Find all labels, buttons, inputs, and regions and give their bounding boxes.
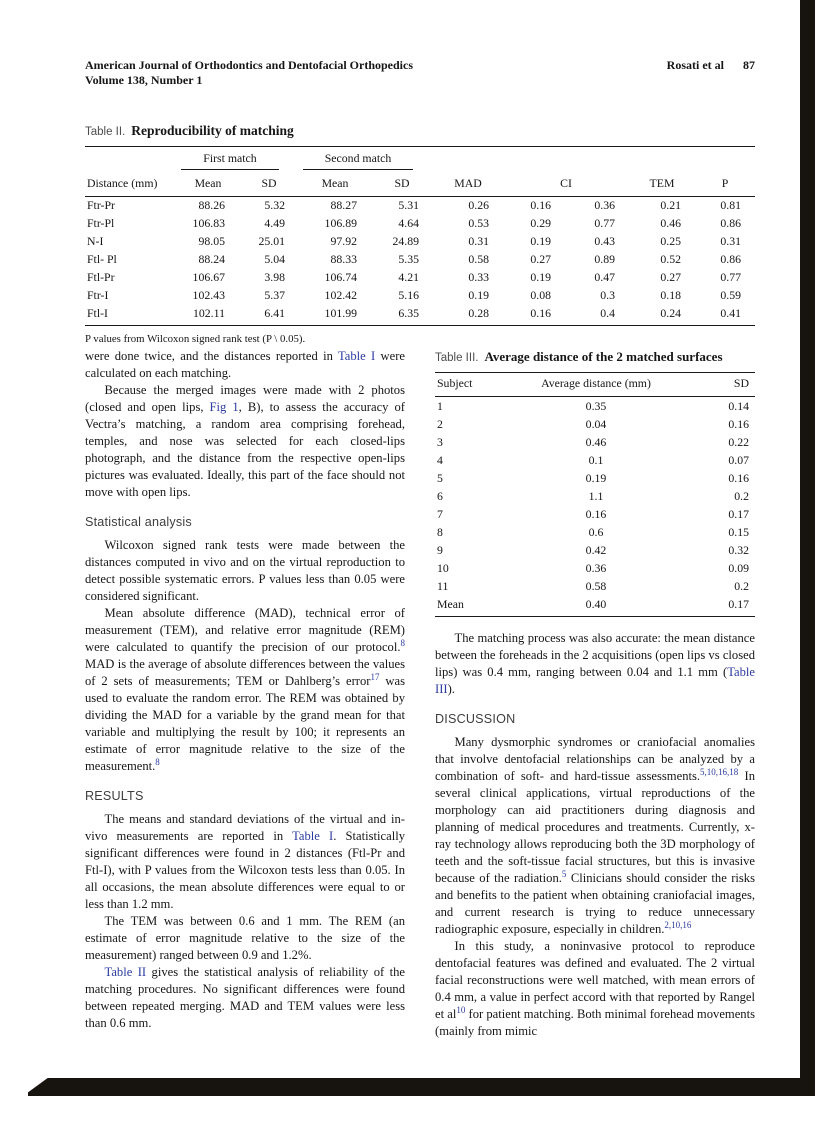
table-cell-subject: 5 <box>437 470 443 485</box>
table-cell: 106.89 <box>324 216 357 230</box>
table-cell: 88.33 <box>330 252 357 266</box>
table-row <box>435 451 755 469</box>
table-cell: 0.19 <box>530 234 551 248</box>
table-cell: 88.24 <box>198 252 225 266</box>
table-row <box>435 559 755 577</box>
text-run: , B), to assess the accuracy of Vectra’s matching, a random area comprising forehead, temples, and nose was selected for each closed-lips photograph, and the distance from the respective open-lips pictures was evaluated. Ideally, this part of the face should not move with open lips. <box>85 400 405 499</box>
table-cell: 0.77 <box>594 216 615 230</box>
text-run: Mean absolute difference (MAD), technical error of measurement (TEM), and relative error magnitude (REM) were calculated to quantify the precision of our protocol. <box>85 606 405 654</box>
table-cell-distance: N-I <box>87 234 104 248</box>
table-cell-subject: 10 <box>437 560 449 575</box>
table-cell: 0.04 <box>585 416 607 431</box>
reference-citation-link[interactable]: 2,10,16 <box>664 919 692 930</box>
running-authors: Rosati et al <box>666 58 724 72</box>
table-cell: 0.16 <box>728 416 749 431</box>
reference-citation-link[interactable]: 8 <box>155 756 160 767</box>
table-cell: 98.05 <box>198 234 225 248</box>
reference-citation-link[interactable]: 8 <box>400 637 405 648</box>
table-cell: 0.32 <box>728 542 749 557</box>
table-cell: 24.89 <box>392 234 419 248</box>
running-head-right <box>667 58 755 88</box>
table-cell: 0.86 <box>720 252 741 266</box>
group-second-match <box>299 147 433 172</box>
column-header-ci: CI <box>503 172 629 197</box>
column-header-sd: SD <box>685 373 755 397</box>
table-cell: 0.18 <box>660 288 681 302</box>
table-3-section <box>435 348 755 617</box>
table-row <box>435 505 755 523</box>
table-cell: 0.47 <box>594 270 615 284</box>
table-header-row <box>85 172 755 197</box>
column-header-average-distance: Average distance (mm) <box>507 373 685 397</box>
text-run: In this study, a noninvasive protocol to reproduce dentofacial features was defined and evaluated. The 2 virtual facial reconstructions were well matched, with mean errors of 0.4 mm, a value in perfect accord with that reported by Rangel et al <box>435 938 755 1021</box>
table-cell: 0.08 <box>530 288 551 302</box>
table-cell: 4.49 <box>264 216 285 230</box>
table-cell: 0.89 <box>594 252 615 266</box>
table-cell: 0.16 <box>585 506 607 521</box>
paragraph <box>85 913 405 964</box>
table-cell: 0.4 <box>600 306 615 320</box>
table-cell: 3.98 <box>264 270 285 284</box>
column-header-mean-second: Mean <box>299 172 371 197</box>
table-cell-distance: Ftr-I <box>87 288 109 302</box>
table-cell: 88.27 <box>330 198 357 212</box>
paragraph <box>85 811 405 913</box>
table-cell: 102.42 <box>324 288 357 302</box>
table-cell: 5.37 <box>264 288 285 302</box>
table-cell: 0.3 <box>600 288 615 302</box>
section-heading-results: RESULTS <box>85 789 144 803</box>
table-row <box>435 541 755 559</box>
journal-identification <box>85 58 413 88</box>
table-cell: 0.52 <box>660 252 681 266</box>
column-header-sd-second: SD <box>371 172 433 197</box>
table-cell: 0.81 <box>720 198 741 212</box>
table-cell: 0.86 <box>720 216 741 230</box>
table-cell: 0.16 <box>530 306 551 320</box>
table-2-title: Reproducibility of matching <box>131 123 294 138</box>
table-cell: 0.16 <box>530 198 551 212</box>
table-cell: 0.14 <box>728 398 749 413</box>
table-2-section <box>85 122 755 345</box>
reference-citation-link[interactable]: 17 <box>370 671 380 682</box>
table-cell-subject: 1 <box>437 398 443 413</box>
table-cell: 25.01 <box>258 234 285 248</box>
table-cell-subject: 9 <box>437 542 443 557</box>
table-row <box>435 415 755 433</box>
table-cell: 106.74 <box>324 270 357 284</box>
journal-title: American Journal of Orthodontics and Dentofacial Orthopedics <box>85 58 413 72</box>
table-3 <box>435 372 755 617</box>
cross-reference-link[interactable]: Table II <box>104 965 147 979</box>
table-cell: 0.58 <box>468 252 489 266</box>
cross-reference-link[interactable]: Table III <box>435 664 755 696</box>
reference-citation-link[interactable]: 5 <box>561 868 567 879</box>
table-cell: 0.22 <box>728 434 749 449</box>
paragraph <box>435 630 755 698</box>
table-2 <box>85 146 755 326</box>
table-cell-subject: 7 <box>437 506 443 521</box>
table-cell: 5.04 <box>264 252 285 266</box>
table-cell-distance: Ftr-Pr <box>87 198 115 212</box>
group-label-second-match: Second match <box>303 151 413 170</box>
table-cell: 0.58 <box>585 578 607 593</box>
table-cell: 4.64 <box>398 216 419 230</box>
text-run: MAD is the average of absolute differences between the values of 2 sets of measurements; TEM or Dahlberg’s error <box>85 657 405 688</box>
table-cell: 0.19 <box>468 288 489 302</box>
table-cell-subject: 3 <box>437 434 443 449</box>
table-cell: 0.24 <box>660 306 681 320</box>
table-cell-distance: Ftl- Pl <box>87 252 117 266</box>
table-cell: 0.07 <box>728 452 749 467</box>
table-cell: 6.41 <box>264 306 285 320</box>
table-row <box>85 215 755 233</box>
paragraph <box>85 964 405 1032</box>
page-header <box>85 58 755 88</box>
table-cell: 102.43 <box>192 288 225 302</box>
table-cell: 0.31 <box>720 234 741 248</box>
table-row <box>85 196 755 215</box>
column-header-mad: MAD <box>433 172 503 197</box>
table-row <box>85 233 755 251</box>
text-run: . Statistically significant differences were found in 2 distances (Ftl-Pr and Ftl-I), with P values from the Wilcoxon tests less than 0.05. In all occasions, the mean absolute differences were equal to or less than 1.2 mm. <box>85 829 405 911</box>
column-header-sd-first: SD <box>239 172 299 197</box>
cross-reference-link[interactable]: Table I <box>337 349 376 363</box>
table-row <box>85 251 755 269</box>
table-2-caption <box>85 122 755 140</box>
column-header-subject: Subject <box>435 373 507 397</box>
text-run: were calculated on each matching. <box>85 349 405 380</box>
table-cell-subject: 8 <box>437 524 443 539</box>
column-header-mean-first: Mean <box>177 172 239 197</box>
table-cell: 0.31 <box>468 234 489 248</box>
column-header-tem: TEM <box>629 172 695 197</box>
table-cell-subject: 2 <box>437 416 443 431</box>
table-row <box>85 305 755 326</box>
paragraph <box>435 734 755 938</box>
table-3-caption <box>435 348 755 366</box>
table-cell: 0.59 <box>720 288 741 302</box>
table-cell: 0.2 <box>734 578 749 593</box>
text-run: In several clinical applications, virtual reproductions of the morphology can aid practitioners during diagnosis and planning of medical procedures and treatments. Currently, x-ray technology allows reproducing both the 3D morphology of teeth and the soft-tissue facial structures, but this is invasive because of the radiation. <box>435 768 755 885</box>
table-3-title: Average distance of the 2 matched surfaces <box>484 349 723 364</box>
table-cell: 1.1 <box>588 488 604 503</box>
table-cell: 0.36 <box>585 560 607 575</box>
table-cell: 0.27 <box>530 252 551 266</box>
table-cell: 0.28 <box>468 306 489 320</box>
right-column <box>435 348 755 1040</box>
table-cell: 0.17 <box>728 506 749 521</box>
text-run: Wilcoxon signed rank tests were made between the distances computed in vivo and on the virtual reproduction to detect possible systematic errors. P values less than 0.05 were considered significant. <box>85 538 405 603</box>
text-run: were done twice, and the distances reported in <box>85 349 338 363</box>
table-cell-subject: 6 <box>437 488 443 503</box>
table-cell: 0.27 <box>660 270 681 284</box>
table-cell-subject: 4 <box>437 452 443 467</box>
table-cell: 0.25 <box>660 234 681 248</box>
table-cell-distance: Ftl-Pr <box>87 270 115 284</box>
table-cell: 0.09 <box>728 560 749 575</box>
table-cell: 0.77 <box>720 270 741 284</box>
text-run: was used to evaluate the random error. The REM was obtained by dividing the MAD for a variable by the grand mean for that variable and multiplying the result by 100; it represents an estimate of error magnitude relative to the size of the measurement. <box>85 674 405 773</box>
table-cell: 0.40 <box>585 596 607 611</box>
table-cell: 5.35 <box>398 252 419 266</box>
table-group-header-row <box>85 147 755 172</box>
table-cell: 0.53 <box>468 216 489 230</box>
group-first-match <box>177 147 299 172</box>
table-cell: 0.17 <box>728 596 749 611</box>
table-cell: 102.11 <box>192 306 225 320</box>
paragraph <box>85 382 405 501</box>
table-cell: 0.46 <box>585 434 607 449</box>
table-cell: 0.19 <box>530 270 551 284</box>
paragraph <box>85 605 405 775</box>
table-cell: 0.1 <box>588 452 604 467</box>
table-cell: 0.15 <box>728 524 749 539</box>
table-row <box>435 397 755 416</box>
table-row <box>435 433 755 451</box>
table-cell: 0.46 <box>660 216 681 230</box>
reference-citation-link[interactable]: 10 <box>456 1004 466 1015</box>
table-cell: 5.16 <box>398 288 419 302</box>
table-cell: 0.36 <box>594 198 615 212</box>
table-cell: 0.19 <box>585 470 607 485</box>
text-run: ). <box>447 681 455 696</box>
table-header-row <box>435 373 755 397</box>
table-cell-distance: Ftl-I <box>87 306 108 320</box>
column-header-p: P <box>695 172 755 197</box>
table-cell-subject: Mean <box>437 596 464 611</box>
table-cell-distance: Ftr-Pl <box>87 216 115 230</box>
paragraph <box>85 348 405 382</box>
table-cell: 0.35 <box>585 398 607 413</box>
text-run: The matching process was also accurate: the mean distance between the foreheads in the 2 acquisitions (open lips vs closed lips) was 0.4 mm, ranging between 0.04 and 1.1 mm ( <box>435 630 755 679</box>
text-run: for patient matching. Both minimal forehead movements (mainly from mimic <box>435 1006 755 1038</box>
table-cell: 88.26 <box>198 198 225 212</box>
column-header-distance: Distance (mm) <box>85 172 177 197</box>
table-cell: 0.26 <box>468 198 489 212</box>
table-cell: 5.32 <box>264 198 285 212</box>
table-cell: 0.6 <box>588 524 604 539</box>
text-run: Clinicians should consider the risks and benefits to the patient when obtaining craniofacial images, and current research is trying to reduce unnecessary radiographic exposure, especially in children. <box>435 870 755 936</box>
spacer-cell <box>85 147 177 172</box>
text-run: The means and standard deviations of the virtual and in-vivo measurements are reported in <box>85 812 405 843</box>
table-cell: 0.43 <box>594 234 615 248</box>
paragraph <box>85 537 405 605</box>
table-cell-subject: 11 <box>437 578 449 593</box>
cross-reference-link[interactable]: Fig 1 <box>209 400 239 414</box>
table-cell: 4.21 <box>398 270 419 284</box>
text-run: Because the merged images were made with 2 photos (closed and open lips, <box>85 383 405 414</box>
paragraph <box>435 938 755 1040</box>
table-row <box>435 487 755 505</box>
section-heading-statistical-analysis: Statistical analysis <box>85 515 192 529</box>
page-number: 87 <box>743 58 755 72</box>
table-row <box>85 269 755 287</box>
text-run: gives the statistical analysis of reliability of the matching procedures. No significant differences were found between repeated merging. MAD and TEM values were less than 0.6 mm. <box>85 965 405 1030</box>
cross-reference-link[interactable]: Table I <box>292 829 334 843</box>
left-column <box>85 348 405 1040</box>
text-run: The TEM was between 0.6 and 1 mm. The REM (an estimate of error magnitude relative to the size of the measurement) ranged between 0.9 and 1.2%. <box>85 914 405 962</box>
table-cell: 0.21 <box>660 198 681 212</box>
text-run: Many dysmorphic syndromes or craniofacial anomalies that involve dentofacial relationships can be analyzed by a combination of soft- and hard-tissue assessments. <box>435 734 755 783</box>
article-columns <box>85 348 755 1040</box>
section-heading-discussion: DISCUSSION <box>435 711 516 726</box>
scan-edge-bottom <box>28 1078 815 1096</box>
table-cell: 0.41 <box>720 306 741 320</box>
table-cell: 0.16 <box>728 470 749 485</box>
table-cell: 106.83 <box>192 216 225 230</box>
table-cell: 5.31 <box>398 198 419 212</box>
table-row <box>435 523 755 541</box>
spacer-cell <box>433 147 755 172</box>
table-cell: 97.92 <box>330 234 357 248</box>
table-row <box>435 577 755 595</box>
journal-volume: Volume 138, Number 1 <box>85 73 203 87</box>
table-cell: 0.29 <box>530 216 551 230</box>
table-cell: 0.2 <box>734 488 749 503</box>
table-cell: 101.99 <box>324 306 357 320</box>
table-2-footnote: P values from Wilcoxon signed rank test (P \ 0.05). <box>85 333 306 345</box>
group-label-first-match: First match <box>181 151 279 170</box>
table-cell: 0.33 <box>468 270 489 284</box>
scan-edge-right <box>800 0 815 1096</box>
table-cell: 0.42 <box>585 542 607 557</box>
table-cell: 106.67 <box>192 270 225 284</box>
table-row <box>435 469 755 487</box>
table-3-label: Table III. <box>435 352 479 364</box>
table-cell: 6.35 <box>398 306 419 320</box>
table-row <box>435 595 755 616</box>
table-row <box>85 287 755 305</box>
reference-citation-link[interactable]: 5,10,16,18 <box>700 766 739 777</box>
table-2-label: Table II. <box>85 126 126 138</box>
